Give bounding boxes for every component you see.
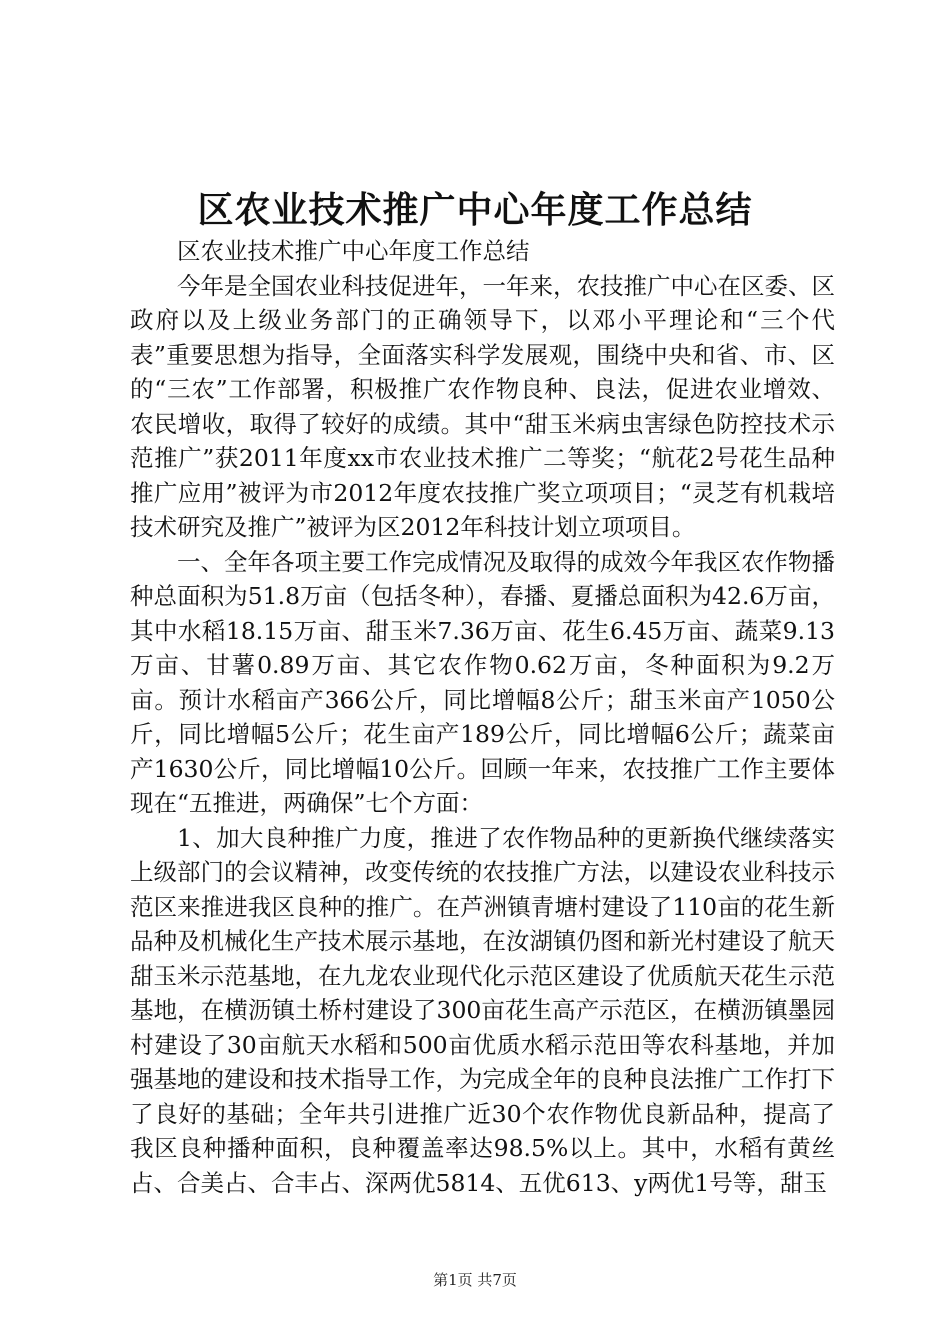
page-number-footer: 第1页 共7页 — [433, 1271, 517, 1289]
document-title: 区农业技术推广中心年度工作总结 — [197, 189, 753, 231]
body-paragraph-section-one: 一、全年各项主要工作完成情况及取得的成效今年我区农作物播种总面积为51.8万亩（包括冬种），春播、夏播总面积为42.6万亩，其中水稻18.15万亩、甜玉米7.36万亩、花生6.45万亩、蔬菜9.13万亩、甘薯0.89万亩、其它农作物0.62万亩，冬种面积为9.2万亩。预计水稻亩产366公斤，同比增幅8公斤；甜玉米亩产1050公斤，同比增幅5公斤；花生亩产189公斤，同比增幅6公斤；蔬菜亩产1630公斤，同比增幅10公斤。回顾一年来，农技推广工作主要体现在“五推进，两确保”七个方面： — [130, 547, 835, 817]
body-paragraph-item-one: 1、加大良种推广力度，推进了农作物品种的更新换代继续落实上级部门的会议精神，改变传统的农技推广方法，以建设农业科技示范区来推进我区良种的推广。在芦洲镇青塘村建设了110亩的花生新品种及机械化生产技术展示基地，在汝湖镇仍图和新光村建设了航天甜玉米示范基地，在九龙农业现代化示范区建设了优质航天花生示范基地，在横沥镇土桥村建设了300亩花生高产示范区，在横沥镇墨园村建设了30亩航天水稻和500亩优质水稻示范田等农科基地，并加强基地的建设和技术指导工作，为完成全年的良种良法推广工作打下了良好的基础；全年共引进推广近30个农作物优良新品种，提高了我区良种播种面积，良种覆盖率达98.5%以上。其中，水稻有黄丝占、合美占、合丰占、深两优5814、五优613、y两优1号等，甜玉 — [130, 823, 835, 1197]
body-paragraph-intro: 今年是全国农业科技促进年，一年来，农技推广中心在区委、区政府以及上级业务部门的正确领导下，以邓小平理论和“三个代表”重要思想为指导，全面落实科学发展观，围绕中央和省、市、区的“三农”工作部署，积极推广农作物良种、良法，促进农业增效、农民增收，取得了较好的成绩。其中“甜玉米病虫害绿色防控技术示范推广”获2011年度xx市农业技术推广二等奖；“航花2号花生品种推广应用”被评为市2012年度农技推广奖立项项目；“灵芝有机栽培技术研究及推广”被评为区2012年科技计划立项项目。 — [130, 271, 835, 541]
document-body — [130, 234, 835, 1200]
body-paragraph-subtitle: 区农业技术推广中心年度工作总结 — [177, 237, 530, 265]
